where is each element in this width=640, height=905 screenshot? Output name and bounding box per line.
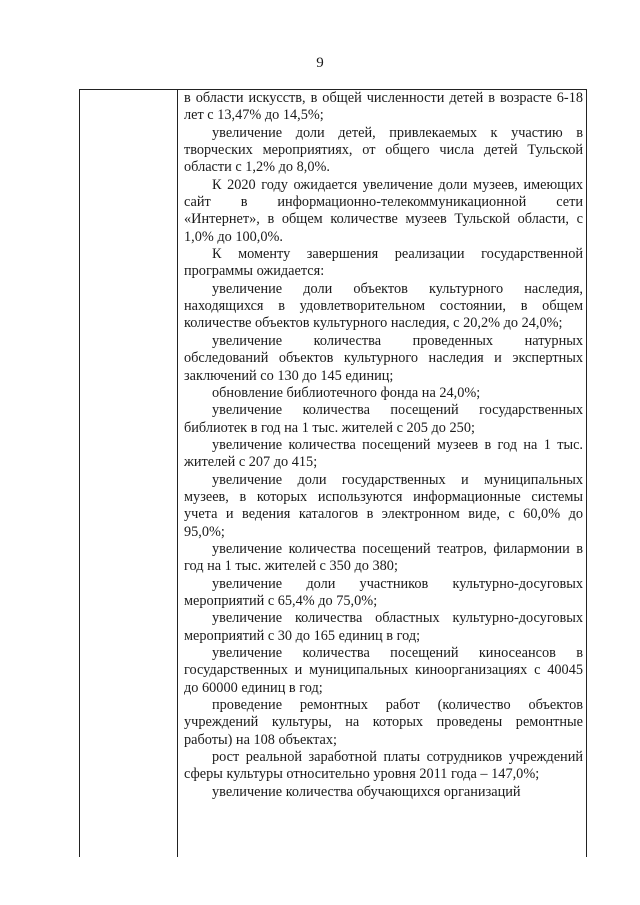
paragraph-program-completion: К моменту завершения реализации государственной программы ожидается: <box>184 246 583 280</box>
paragraph-students-count: увеличение количества обучающихся организаций <box>212 783 521 800</box>
paragraph-regional-events: увеличение количества областных культурно-досуговых мероприятий с 30 до 165 единиц в год; <box>184 610 583 644</box>
paragraph-museum-websites: К 2020 году ожидается увеличение доли музеев, имеющих сайт в информационно-телекоммуникационной сети «Интернет», в общем количестве музеев Тульской области, с 1,0% до 100,0%. <box>184 176 583 245</box>
table-right-column <box>178 90 586 857</box>
paragraph-library-fund: обновление библиотечного фонда на 24,0%; <box>212 384 481 401</box>
paragraph-heritage-condition: увеличение доли объектов культурного наследия, находящихся в удовлетворительном состоянии, в общем количестве объектов культурного наследия, с 20,2% до 24,0%; <box>184 280 583 332</box>
table-left-column <box>80 90 178 857</box>
paragraph-cinema-visits: увеличение количества посещений киносеансов в государственных и муниципальных киноорганизациях с 40045 до 60000 единиц в год; <box>184 645 583 696</box>
paragraph-museum-catalog-systems: увеличение доли государственных и муниципальных музеев, в которых используются информационные системы учета и ведения каталогов в электронном виде, с 60,0% до 95,0%; <box>184 471 583 540</box>
paragraph-heritage-surveys: увеличение количества проведенных натурных обследований объектов культурного наследия и экспертных заключений со 130 до 145 единиц; <box>184 332 583 384</box>
paragraph-salary-growth: рост реальной заработной платы сотрудников учреждений сферы культуры относительно уровня 2011 года – 147,0%; <box>184 749 583 783</box>
paragraph-cultural-participants: увеличение доли участников культурно-досуговых мероприятий с 65,4% до 75,0%; <box>184 575 583 609</box>
paragraph-theatre-visits: увеличение количества посещений театров, филармонии в год на 1 тыс. жителей с 350 до 380; <box>184 540 583 575</box>
content-table <box>79 89 587 857</box>
paragraph-library-visits: увеличение количества посещений государственных библиотек в год на 1 тыс. жителей с 205 до 250; <box>184 402 583 436</box>
page-number: 9 <box>316 55 324 71</box>
paragraph-repair-works: проведение ремонтных работ (количество объектов учреждений культуры, на которых проведены ремонтные работы) на 108 объектах; <box>184 697 583 748</box>
paragraph-creative-events: увеличение доли детей, привлекаемых к участию в творческих мероприятиях, от общего числа детей Тульской области с 1,2% до 8,0%. <box>184 124 583 176</box>
paragraph-museum-visits: увеличение количества посещений музеев в год на 1 тыс. жителей с 207 до 415; <box>184 436 583 471</box>
paragraph-continued-art-education: в области искусств, в общей численности детей в возрасте 6-18 лет с 13,47% до 14,5%; <box>184 90 583 124</box>
